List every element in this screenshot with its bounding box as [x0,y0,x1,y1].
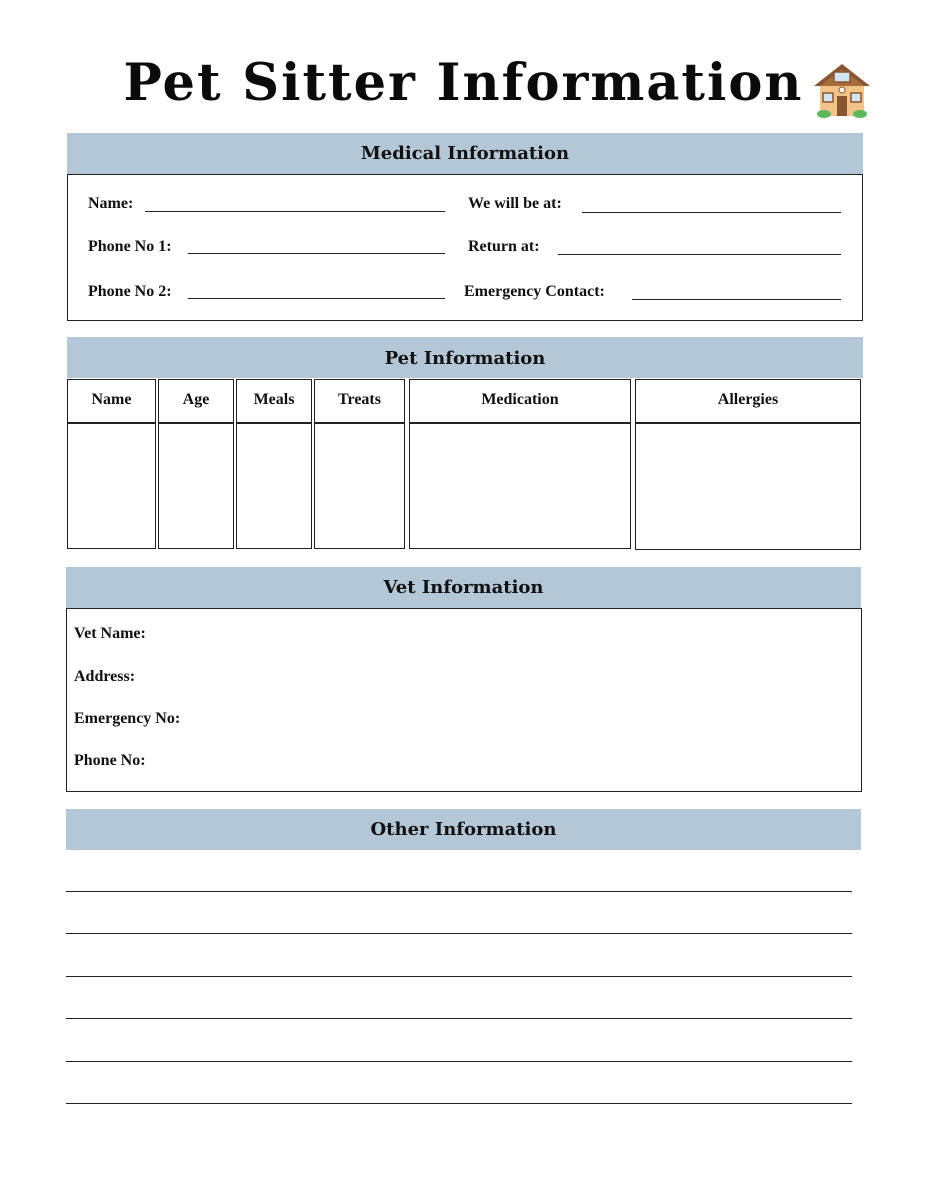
vet-info-heading: Vet Information [66,567,861,608]
vet-emergency-no-label: Emergency No: [74,710,181,727]
pet-cell-allergies[interactable] [635,423,861,550]
pet-cell-medication[interactable] [409,423,631,549]
will-be-at-field[interactable] [582,212,841,213]
pet-col-meals: Meals [236,379,312,423]
vet-address-label: Address: [74,668,136,685]
other-info-line[interactable] [66,933,852,934]
medical-info-heading: Medical Information [67,133,863,174]
pet-cell-name[interactable] [67,423,156,549]
other-info-line[interactable] [66,891,852,892]
emergency-contact-label: Emergency Contact: [464,283,605,300]
phone1-field[interactable] [188,253,445,254]
pet-cell-meals[interactable] [236,423,312,549]
other-info-heading: Other Information [66,809,861,850]
pet-col-treats: Treats [314,379,405,423]
pet-cell-treats[interactable] [314,423,405,549]
name-field[interactable] [145,211,445,212]
pet-col-medication: Medication [409,379,631,423]
other-info-line[interactable] [66,976,852,977]
phone1-label: Phone No 1: [88,238,172,255]
pet-cell-age[interactable] [158,423,234,549]
phone2-field[interactable] [188,298,445,299]
page-title: Pet Sitter Information [123,53,804,113]
other-info-line[interactable] [66,1018,852,1019]
pet-col-name: Name [67,379,156,423]
emergency-contact-field[interactable] [632,299,841,300]
pet-info-heading: Pet Information [67,337,863,378]
pet-col-allergies: Allergies [635,379,861,423]
return-at-label: Return at: [468,238,540,255]
vet-name-label: Vet Name: [74,625,146,642]
name-label: Name: [88,195,134,212]
will-be-at-label: We will be at: [468,195,562,212]
vet-info-box [66,608,862,792]
phone2-label: Phone No 2: [88,283,172,300]
other-info-line[interactable] [66,1103,852,1104]
vet-phone-no-label: Phone No: [74,752,146,769]
house-icon [812,60,872,118]
return-at-field[interactable] [558,254,841,255]
pet-col-age: Age [158,379,234,423]
other-info-line[interactable] [66,1061,852,1062]
